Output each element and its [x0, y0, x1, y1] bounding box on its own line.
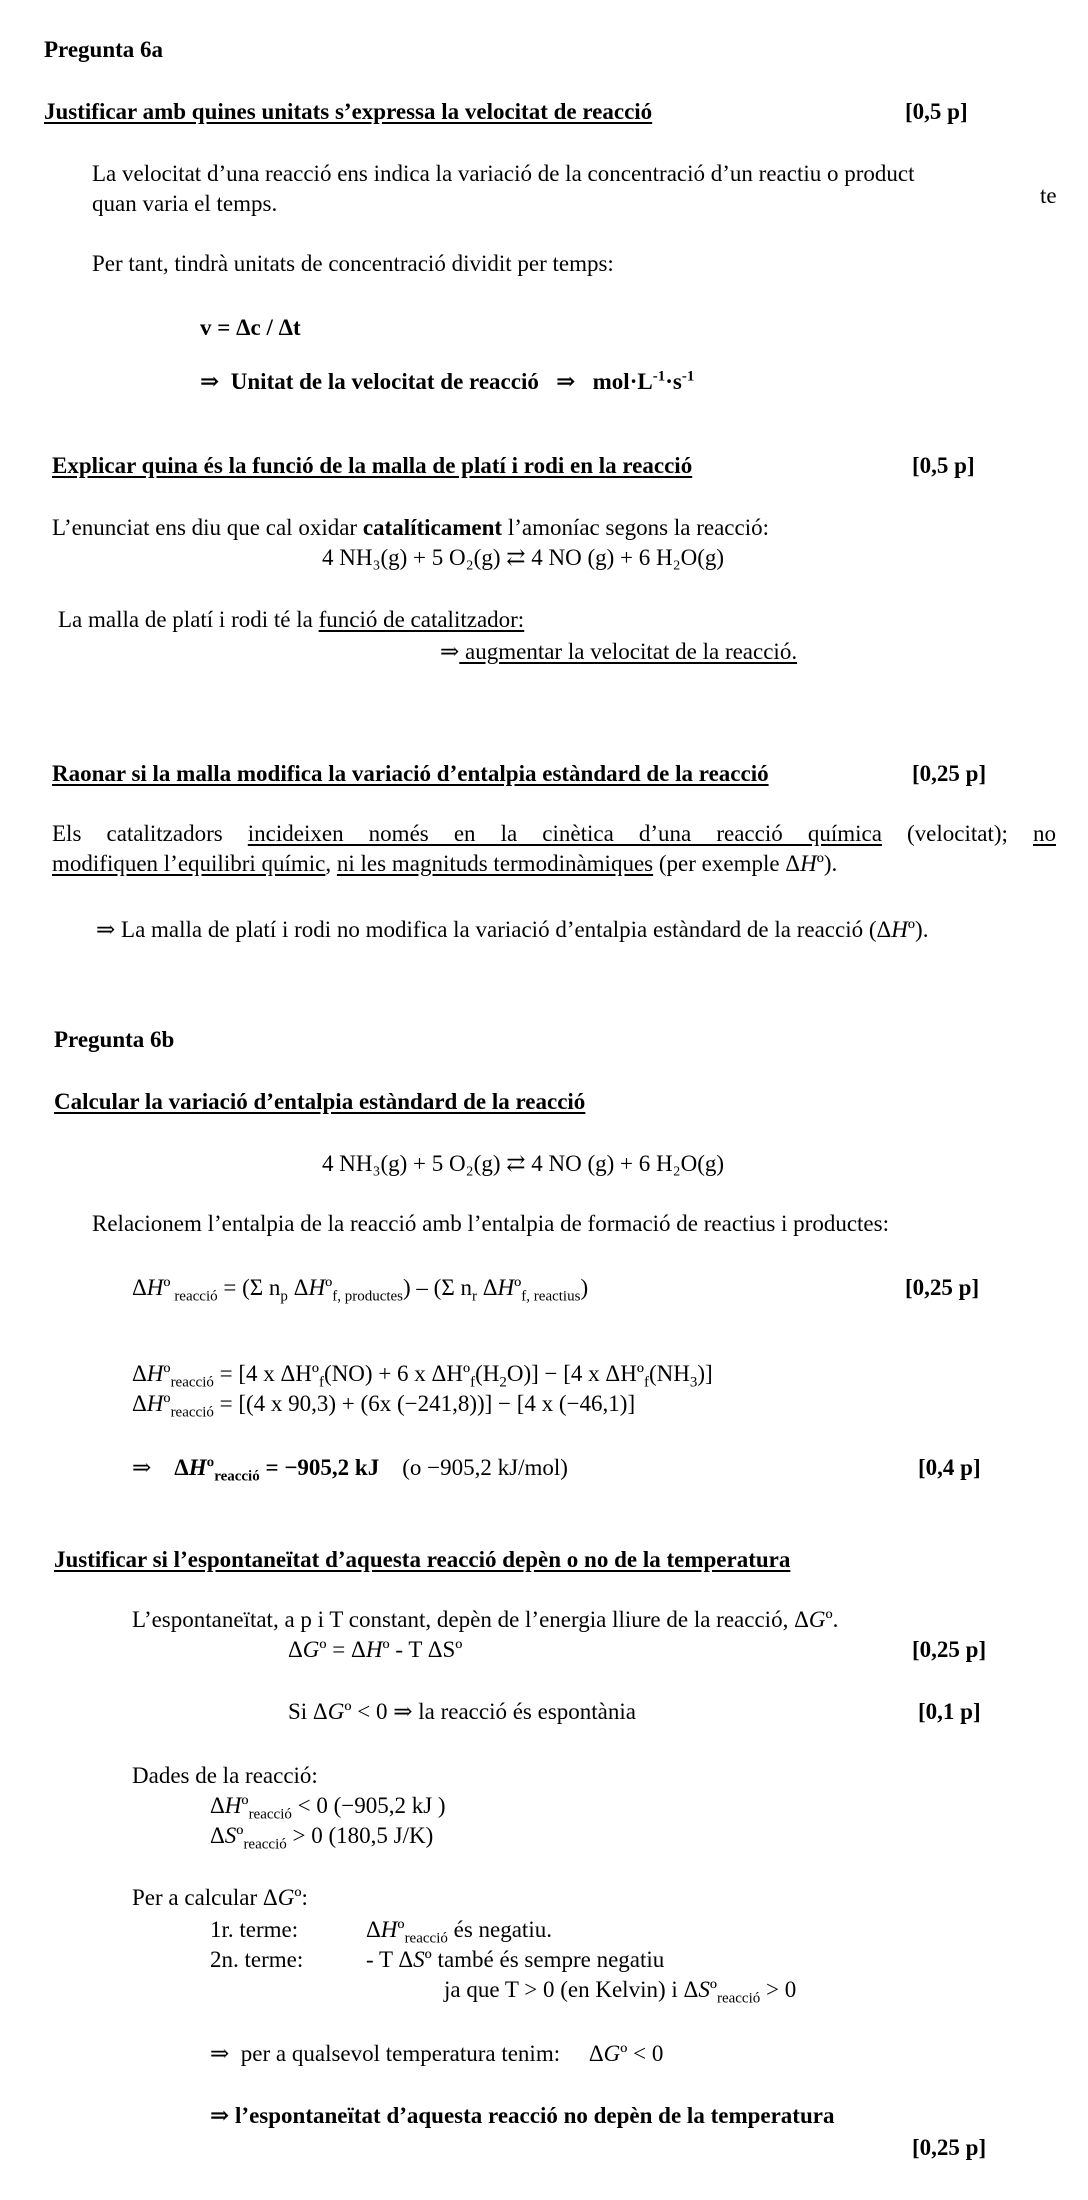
arrow-icon: ⇒: [440, 639, 460, 664]
page-title: Pregunta 6a: [44, 37, 164, 62]
underlined-text: no: [1033, 821, 1056, 846]
paragraph: [52, 514, 769, 543]
unit-value: [593, 369, 695, 394]
symbol: H: [380, 1917, 398, 1942]
text: Δ: [132, 1275, 147, 1300]
points-badge: [0,25 p]: [905, 1275, 980, 1300]
text: = [4 x ΔHº: [213, 1361, 320, 1386]
subscript: reacció: [248, 1806, 292, 1823]
text: (velocitat);: [881, 821, 1033, 846]
text: Δ: [287, 1275, 309, 1300]
symbol: H: [146, 1275, 164, 1300]
enthalpy-result: [132, 1454, 568, 1483]
gibbs-formula: [288, 1636, 462, 1665]
unit-line: [200, 368, 694, 397]
text: º).: [816, 851, 838, 876]
term-text: [444, 1976, 796, 2005]
text: Δ: [476, 1275, 498, 1300]
text: (H: [475, 1361, 500, 1386]
text: º: [236, 1823, 244, 1848]
text: º).: [907, 917, 929, 942]
term-label: 1r. terme:: [210, 1917, 299, 1942]
text: Per a calcular Δ: [132, 1885, 278, 1910]
text: º: [241, 1793, 249, 1818]
symbol: S: [224, 1823, 237, 1848]
text: Δ: [588, 2041, 604, 2066]
text: Δ: [366, 1917, 381, 1942]
points-badge: [0,25 p]: [912, 761, 987, 786]
unit-exponent: -1: [681, 368, 695, 385]
text: º: [163, 1391, 171, 1416]
symbol: H: [365, 1637, 383, 1662]
subscript: reacció: [404, 1930, 448, 1947]
subscript: 3: [689, 1374, 698, 1391]
subscript: f: [643, 1374, 649, 1391]
unit-base: mol·L: [592, 369, 653, 394]
text: > 0: [760, 1977, 797, 2002]
conclusion-line: [440, 638, 797, 667]
text: = [(4 x 90,3) + (6x (−241,8))] − [4 x (−46,1)]: [213, 1391, 636, 1416]
text: (NH: [648, 1361, 690, 1386]
reaction-equation: 4 NH₃(g) + 5 O₂(g) ⇄ 4 NO (g) + 6 H₂O(g): [322, 545, 725, 570]
enthalpy-calculation: [132, 1390, 635, 1419]
text: La malla de platí i rodi té la: [58, 607, 319, 632]
enthalpy-formula: [132, 1274, 588, 1303]
subscript: r: [471, 1288, 477, 1305]
symbol: H: [497, 1275, 515, 1300]
section-heading-enthalpy: Raonar si la malla modifica la variació d’entalpia estàndard de la reacció: [52, 761, 769, 786]
section-heading-units: Justificar amb quines unitats s’expressa la velocitat de reacció: [44, 99, 653, 124]
text: = (Σ n: [217, 1275, 281, 1300]
text: º:: [294, 1885, 308, 1910]
symbol: G: [302, 1637, 320, 1662]
text: Δ: [174, 1455, 189, 1480]
paragraph: [132, 1606, 838, 1635]
text: º - T ΔSº: [382, 1637, 463, 1662]
velocity-formula: v = Δc / Δt: [200, 315, 301, 340]
symbol: H: [188, 1455, 207, 1480]
symbol: H: [146, 1391, 164, 1416]
arrow-icon: ⇒: [132, 1455, 152, 1480]
subscript: p: [280, 1288, 288, 1305]
arrow-icon: ⇒: [96, 917, 116, 942]
text: Δ: [210, 1823, 225, 1848]
subscript: reacció: [243, 1836, 287, 1853]
paragraph-line: [52, 850, 837, 879]
enthalpy-calculation: [132, 1360, 713, 1389]
spontaneity-condition: [288, 1698, 636, 1727]
text: º < 0: [620, 2041, 664, 2066]
symbol: H: [800, 851, 817, 876]
emphasis: catalíticament: [362, 515, 503, 540]
arrow-icon: ⇒: [200, 369, 220, 394]
subscript: f, productes: [332, 1288, 404, 1305]
points-badge: [0,25 p]: [912, 2135, 987, 2160]
points-badge: [0,1 p]: [918, 1699, 981, 1724]
term-label: 2n. terme:: [210, 1947, 304, 1972]
text: º: [709, 1977, 717, 2002]
paragraph: Dades de la reacció:: [132, 1763, 318, 1788]
subscript: f, reactius: [521, 1288, 581, 1305]
text: La malla de platí i rodi no modifica la variació d’entalpia estàndard de la reacció (Δ: [115, 917, 892, 942]
text: º: [206, 1455, 215, 1480]
text: < 0 (−905,2 kJ ): [291, 1793, 446, 1818]
term-text: [366, 1916, 552, 1945]
underlined-text: augmentar la velocitat de la reacció.: [459, 639, 798, 664]
section-heading-catalyst: Explicar quina és la funció de la malla de platí i rodi en la reacció: [52, 453, 693, 478]
paragraph-line: [52, 820, 1056, 849]
text: º: [514, 1275, 522, 1300]
text: = −905,2 kJ: [259, 1455, 380, 1480]
section-heading-calc: Calcular la variació d’entalpia estàndard de la reacció: [54, 1089, 586, 1114]
symbol: S: [413, 1947, 425, 1972]
data-line: [210, 1792, 446, 1821]
points-badge: [0,5 p]: [912, 453, 975, 478]
points-badge: [0,25 p]: [912, 1637, 987, 1662]
text: º < 0 ⇒ la reacció és espontània: [344, 1699, 636, 1724]
alt-unit: (o −905,2 kJ/mol): [402, 1455, 568, 1480]
arrow-icon: ⇒: [556, 369, 576, 394]
unit-base: ·s: [665, 369, 682, 394]
paragraph-line: quan varia el temps.: [92, 191, 278, 216]
text: O)] − [4 x ΔHº: [506, 1361, 644, 1386]
text: ,: [325, 851, 337, 876]
text: és negatiu.: [447, 1917, 552, 1942]
text: º: [163, 1361, 171, 1386]
paragraph: Per tant, tindrà unitats de concentració dividit per temps:: [92, 251, 614, 276]
subscript: f: [470, 1374, 476, 1391]
symbol: G: [327, 1699, 345, 1724]
subscript: reacció: [170, 1374, 214, 1391]
points-badge: [0,5 p]: [905, 99, 968, 124]
unit-exponent: -1: [652, 368, 666, 385]
text: l’amoníac segons la reacció:: [502, 515, 769, 540]
subscript: reacció: [170, 1288, 218, 1305]
subscript: 2: [499, 1374, 507, 1391]
underlined-text: ni les magnituds termodinàmiques: [336, 851, 654, 876]
text: L’espontaneïtat, a p i T constant, depèn de l’energia lliure de la reacció, Δ: [132, 1607, 809, 1632]
paragraph: [132, 1884, 308, 1913]
text: ja que T > 0 (en Kelvin) i Δ: [444, 1977, 699, 2002]
truncated-text: te: [1040, 183, 1057, 208]
text: - T Δ: [366, 1947, 414, 1972]
arrow-icon: ⇒: [210, 2041, 230, 2066]
text: º també és sempre negatiu: [424, 1947, 665, 1972]
symbol: S: [698, 1977, 710, 2002]
arrow-icon: ⇒: [210, 2103, 230, 2128]
conclusion-line: [96, 916, 928, 945]
symbol: H: [308, 1275, 326, 1300]
unit-label: Unitat de la velocitat de reacció: [230, 369, 539, 394]
text: ): [580, 1275, 589, 1300]
symbol: G: [277, 1885, 295, 1910]
reaction-equation: 4 NH₃(g) + 5 O₂(g) ⇄ 4 NO (g) + 6 H₂O(g): [322, 1151, 725, 1176]
text: º: [325, 1275, 333, 1300]
symbol: G: [808, 1607, 826, 1632]
subscript: reacció: [716, 1990, 761, 2007]
term-text: [366, 1946, 664, 1975]
data-line: [210, 1822, 433, 1851]
symbol: H: [891, 917, 908, 942]
text: per a qualsevol temperatura tenim:: [240, 2041, 561, 2066]
text: ) – (Σ n: [403, 1275, 472, 1300]
text: Δ: [132, 1391, 147, 1416]
underlined-text: incideixen només en la cinètica d’una reacció química: [247, 821, 882, 846]
subscript: reacció: [170, 1404, 214, 1421]
result-value: [174, 1455, 380, 1485]
symbol: H: [146, 1361, 164, 1386]
text: Δ: [210, 1793, 225, 1818]
paragraph: [58, 606, 524, 635]
underlined-text: modifiquen l’equilibri químic: [52, 851, 326, 876]
text: L’enunciat ens diu que cal oxidar: [52, 515, 363, 540]
text: º: [397, 1917, 405, 1942]
text: Δ: [132, 1361, 147, 1386]
text: Si Δ: [288, 1699, 328, 1724]
underlined-text: funció de catalitzador:: [318, 607, 525, 632]
subscript: reacció: [214, 1468, 260, 1485]
paragraph: Relacionem l’entalpia de la reacció amb l’entalpia de formació de reactius i productes:: [92, 1211, 889, 1236]
text: º: [163, 1275, 171, 1300]
text: )]: [697, 1361, 713, 1386]
points-badge: [0,4 p]: [918, 1455, 981, 1480]
text: (per exemple Δ: [653, 851, 801, 876]
paragraph-line: La velocitat d’una reacció ens indica la variació de la concentració d’un reactiu o product: [92, 161, 915, 186]
page-title: Pregunta 6b: [54, 1027, 175, 1052]
text: º = Δ: [319, 1637, 366, 1662]
text: l’espontaneïtat d’aquesta reacció no depèn de la temperatura: [229, 2103, 835, 2128]
text: > 0 (180,5 J/K): [286, 1823, 434, 1848]
text: Els catalitzadors: [52, 821, 248, 846]
text: º.: [825, 1607, 839, 1632]
final-conclusion: [210, 2102, 834, 2131]
conclusion-line: [210, 2040, 663, 2069]
symbol: G: [603, 2041, 621, 2066]
symbol: H: [224, 1793, 242, 1818]
text: (NO) + 6 x ΔHº: [324, 1361, 471, 1386]
subscript: f: [319, 1374, 325, 1391]
section-heading-spontaneity: Justificar si l’espontaneïtat d’aquesta reacció depèn o no de la temperatura: [54, 1547, 791, 1572]
text: Δ: [288, 1637, 303, 1662]
